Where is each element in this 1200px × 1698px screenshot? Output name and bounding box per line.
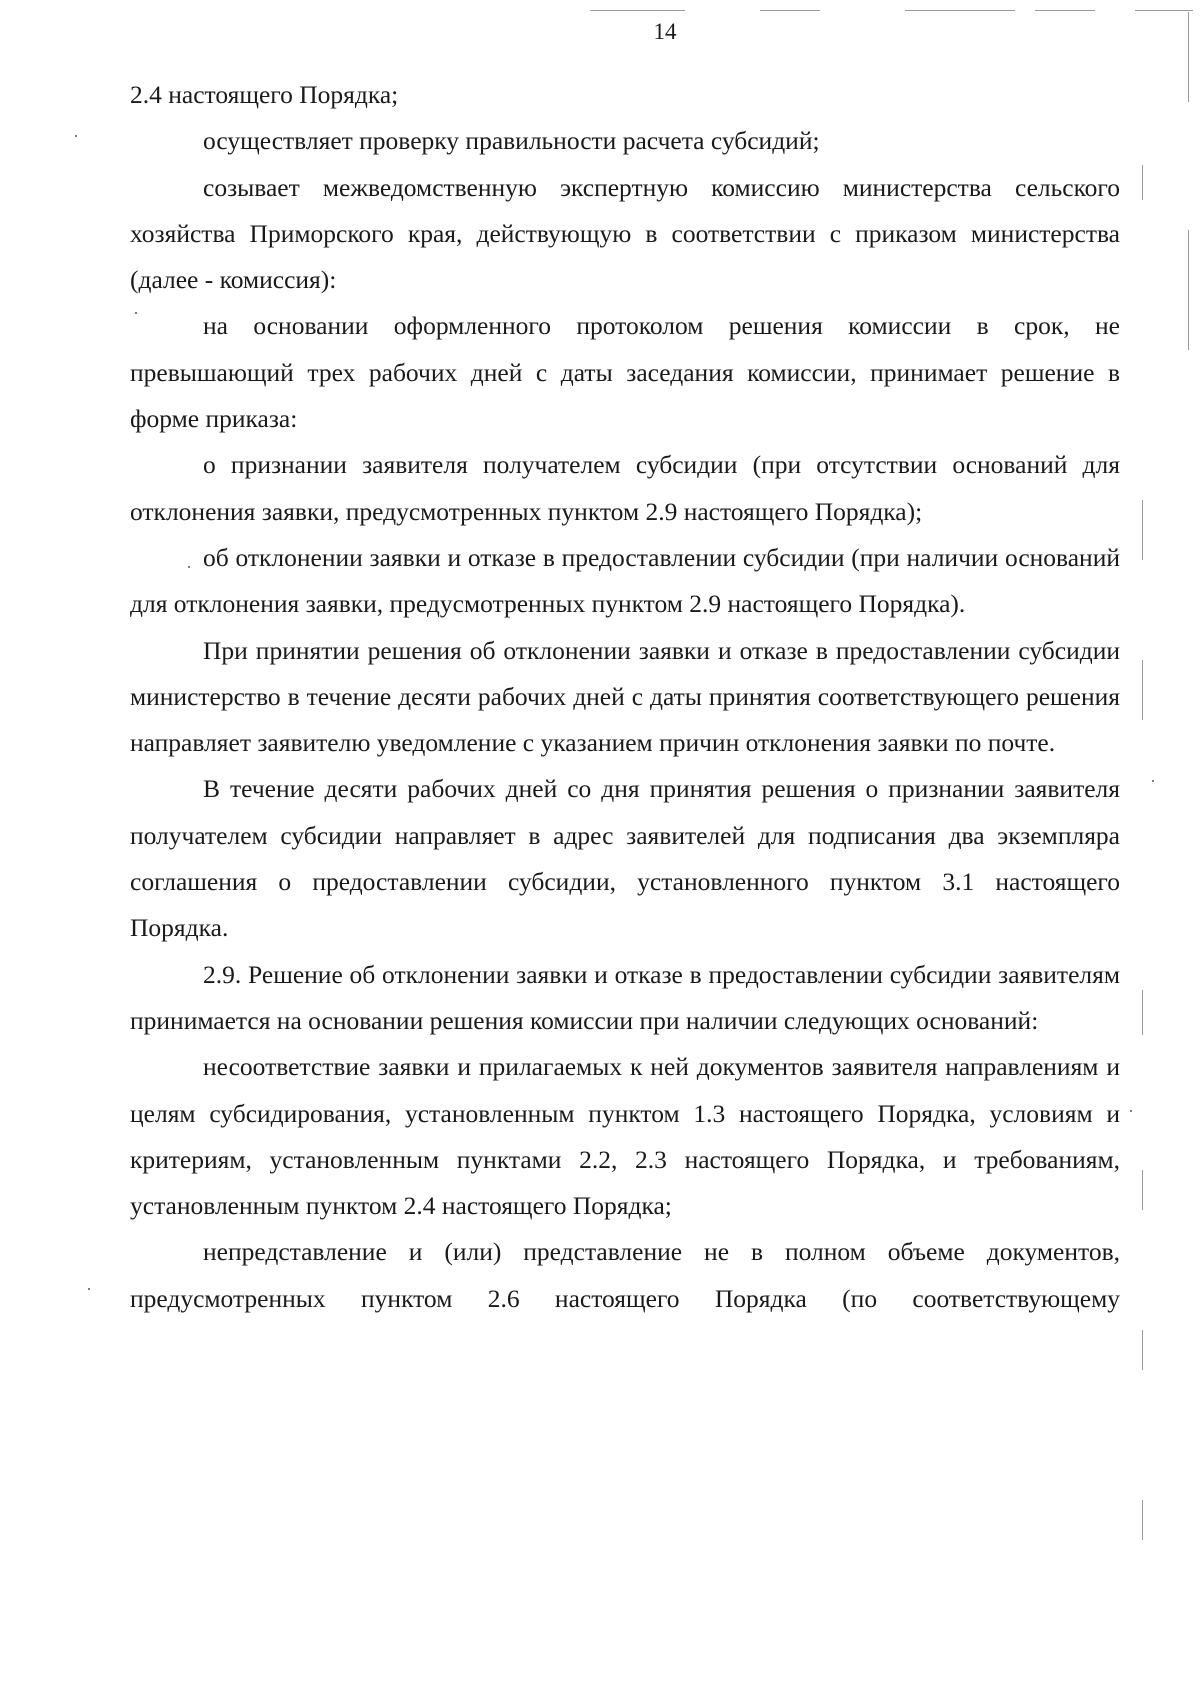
scan-artifact-right [1142, 165, 1143, 200]
scan-artifact-top [760, 10, 820, 11]
paragraph: на основании оформленного протоколом решения комиссии в срок, не превышающий трех рабочих дней с даты заседания комиссии, принимает решение в форме приказа: [130, 311, 1120, 434]
page-number: 14 [653, 19, 677, 44]
scan-artifact-right [1142, 1500, 1143, 1540]
scan-artifact-top [1135, 10, 1193, 11]
paragraph: об отклонении заявки и отказе в предоставлении субсидии (при наличии оснований для отклонения заявки, предусмотренных пунктом 2.9 настоящего Порядка). [130, 542, 1120, 619]
scan-speck [88, 1288, 90, 1290]
scan-artifact-right [1142, 660, 1143, 720]
scan-artifact-right [1142, 1170, 1143, 1210]
paragraph: При принятии решения об отклонении заявки и отказе в предоставлении субсидии министерство в течение десяти рабочих дней с даты принятия соответствующего решения направляет заявителю уведомление с указанием причин отклонения заявки по почте. [130, 635, 1120, 758]
scan-artifact-right [1142, 1330, 1143, 1370]
scan-artifact-top [590, 10, 685, 11]
scan-speck [1152, 780, 1154, 782]
scan-artifact-right [1188, 230, 1189, 350]
paragraph: 2.4 настоящего Порядка; [130, 80, 399, 109]
scan-artifact-top [1035, 10, 1095, 11]
scan-artifact-top [905, 10, 1015, 11]
scan-artifact-right [1142, 500, 1143, 560]
paragraph: 2.9. Решение об отклонении заявки и отказе в предоставлении субсидии заявителям принимается на основании решения комиссии при наличии следующих оснований: [130, 959, 1120, 1035]
paragraph: о признании заявителя получателем субсидии (при отсутствии оснований для отклонения заявки, предусмотренных пунктом 2.9 настоящего Порядка); [130, 450, 1120, 526]
paragraph: созывает межведомственную экспертную комиссию министерства сельского хозяйства Приморского края, действующую в соответствии с приказом министерства (далее - комиссия): [130, 172, 1120, 295]
document-body [130, 72, 1120, 1322]
scan-speck [75, 135, 77, 137]
paragraph: непредставление и (или) представление не в полном объеме документов, предусмотренных пунктом 2.6 настоящего Порядка (по соответствующему [130, 1237, 1120, 1313]
paragraph: осуществляет проверку правильности расчета субсидий; [203, 126, 820, 156]
scan-speck [1130, 1110, 1132, 1112]
paragraph: В течение десяти рабочих дней со дня принятия решения о признании заявителя получателем субсидии направляет в адрес заявителей для подписания два экземпляра соглашения о предоставлении субсидии, установленного пунктом 3.1 настоящего Порядка. [130, 774, 1120, 943]
scan-artifact-right [1142, 990, 1143, 1035]
paragraph: несоответствие заявки и прилагаемых к ней документов заявителя направлениям и целям субсидирования, установленным пунктом 1.3 настоящего Порядка, условиям и критериям, установленным пунктами 2.2, 2.3 настоящего Порядка, и требованиям, установленным пунктом 2.4 настоящего Порядка; [130, 1052, 1120, 1221]
